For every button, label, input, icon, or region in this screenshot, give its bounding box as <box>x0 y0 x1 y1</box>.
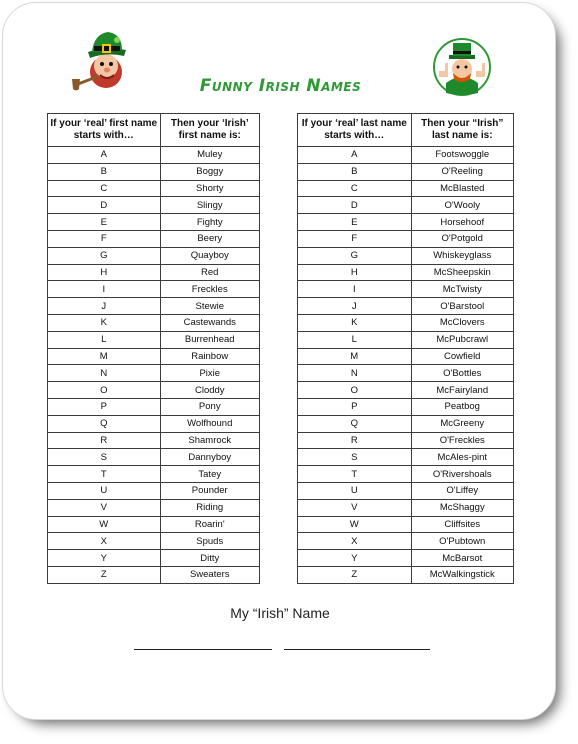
table-row <box>298 398 514 415</box>
letter-cell: I <box>298 281 412 298</box>
letter-cell: C <box>298 180 412 197</box>
letter-cell: K <box>48 314 161 331</box>
leprechaun-thumbs-up-icon <box>432 37 492 97</box>
letter-cell: S <box>48 449 161 466</box>
letter-cell: U <box>48 482 161 499</box>
irish-name-cell: Stewie <box>160 298 259 315</box>
irish-name-cell: Rainbow <box>160 348 259 365</box>
table-row <box>298 197 514 214</box>
letter-cell: Z <box>298 566 412 583</box>
table-row <box>48 281 260 298</box>
irish-name-cell: O'Rivershoals <box>411 466 513 483</box>
irish-name-cell: McBarsot <box>411 550 513 567</box>
first-name-blank-line[interactable] <box>134 649 272 650</box>
letter-cell: N <box>48 365 161 382</box>
table-row <box>298 466 514 483</box>
table-row <box>48 482 260 499</box>
irish-name-cell: Red <box>160 264 259 281</box>
table-row <box>298 331 514 348</box>
irish-name-cell: Slingy <box>160 197 259 214</box>
table-row <box>298 566 514 583</box>
irish-name-cell: McAles-pint <box>411 449 513 466</box>
irish-name-cell: Castewands <box>160 314 259 331</box>
table-row <box>298 432 514 449</box>
irish-name-cell: Cliffsites <box>411 516 513 533</box>
letter-cell: O <box>48 382 161 399</box>
letter-cell: Y <box>48 550 161 567</box>
table-row <box>48 449 260 466</box>
first-name-rows <box>48 147 260 584</box>
irish-name-cell: Pounder <box>160 482 259 499</box>
my-irish-name-label: My “Irish” Name <box>230 605 330 621</box>
table-row <box>48 550 260 567</box>
irish-name-cell: Freckles <box>160 281 259 298</box>
letter-cell: F <box>48 230 161 247</box>
letter-cell: N <box>298 365 412 382</box>
letter-cell: I <box>48 281 161 298</box>
column-header-irish-first: Then your ‘Irish’ first name is: <box>160 114 259 147</box>
table-row <box>298 247 514 264</box>
letter-cell: E <box>48 214 161 231</box>
table-row <box>48 214 260 231</box>
table-row <box>48 398 260 415</box>
table-row <box>48 365 260 382</box>
irish-name-cell: O'Reeling <box>411 163 513 180</box>
irish-name-cell: Ditty <box>160 550 259 567</box>
table-row <box>48 264 260 281</box>
table-row <box>298 382 514 399</box>
letter-cell: V <box>48 499 161 516</box>
table-header-row <box>48 114 260 147</box>
table-row <box>298 533 514 550</box>
table-row <box>48 180 260 197</box>
table-row <box>48 197 260 214</box>
irish-name-cell: O'Pubtown <box>411 533 513 550</box>
letter-cell: B <box>48 163 161 180</box>
letter-cell: Q <box>48 415 161 432</box>
irish-name-cell: O'Freckles <box>411 432 513 449</box>
letter-cell: E <box>298 214 412 231</box>
letter-cell: X <box>48 533 161 550</box>
table-row <box>48 247 260 264</box>
table-row <box>298 180 514 197</box>
table-row <box>298 264 514 281</box>
irish-name-cell: O'Wooly <box>411 197 513 214</box>
letter-cell: W <box>48 516 161 533</box>
table-row <box>298 298 514 315</box>
letter-cell: L <box>298 331 412 348</box>
letter-cell: H <box>298 264 412 281</box>
letter-cell: G <box>298 247 412 264</box>
letter-cell: T <box>298 466 412 483</box>
last-name-rows <box>298 147 514 584</box>
irish-name-cell: McClovers <box>411 314 513 331</box>
irish-name-cell: Spuds <box>160 533 259 550</box>
table-row <box>48 163 260 180</box>
table-row <box>48 331 260 348</box>
table-row <box>48 466 260 483</box>
letter-cell: J <box>298 298 412 315</box>
letter-cell: S <box>298 449 412 466</box>
letter-cell: G <box>48 247 161 264</box>
letter-cell: P <box>298 398 412 415</box>
column-header-irish-last: Then your “Irish” last name is: <box>411 114 513 147</box>
irish-name-cell: Shamrock <box>160 432 259 449</box>
last-name-blank-line[interactable] <box>284 649 430 650</box>
letter-cell: M <box>298 348 412 365</box>
letter-cell: B <box>298 163 412 180</box>
table-row <box>298 314 514 331</box>
irish-name-cell: Horsehoof <box>411 214 513 231</box>
irish-name-cell: Whiskeyglass <box>411 247 513 264</box>
letter-cell: C <box>48 180 161 197</box>
letter-cell: L <box>48 331 161 348</box>
letter-cell: Z <box>48 566 161 583</box>
irish-name-cell: Pixie <box>160 365 259 382</box>
table-row <box>298 415 514 432</box>
table-row <box>298 499 514 516</box>
table-row <box>48 533 260 550</box>
letter-cell: P <box>48 398 161 415</box>
letter-cell: R <box>48 432 161 449</box>
irish-name-cell: Burrenhead <box>160 331 259 348</box>
irish-name-cell: Shorty <box>160 180 259 197</box>
table-row <box>298 281 514 298</box>
irish-name-cell: McWalkingstick <box>411 566 513 583</box>
column-header-real-first: If your ‘real’ first name starts with… <box>48 114 161 147</box>
table-row <box>48 499 260 516</box>
irish-name-cell: Peatbog <box>411 398 513 415</box>
letter-cell: R <box>298 432 412 449</box>
irish-name-cell: McFairyland <box>411 382 513 399</box>
table-row <box>298 147 514 164</box>
table-row <box>48 348 260 365</box>
letter-cell: J <box>48 298 161 315</box>
letter-cell: H <box>48 264 161 281</box>
letter-cell: K <box>298 314 412 331</box>
irish-name-cell: O'Bottles <box>411 365 513 382</box>
irish-name-cell: McSheepskin <box>411 264 513 281</box>
table-row <box>48 382 260 399</box>
first-name-table <box>47 113 260 584</box>
letter-cell: U <box>298 482 412 499</box>
irish-name-cell: O'Liffey <box>411 482 513 499</box>
letter-cell: F <box>298 230 412 247</box>
irish-name-cell: McTwisty <box>411 281 513 298</box>
letter-cell: M <box>48 348 161 365</box>
irish-name-cell: Cloddy <box>160 382 259 399</box>
irish-name-cell: Muley <box>160 147 259 164</box>
letter-cell: Q <box>298 415 412 432</box>
table-row <box>48 516 260 533</box>
letter-cell: A <box>48 147 161 164</box>
table-row <box>48 314 260 331</box>
irish-name-cell: Tatey <box>160 466 259 483</box>
table-row <box>48 432 260 449</box>
table-row <box>298 348 514 365</box>
letter-cell: A <box>298 147 412 164</box>
irish-name-cell: McBlasted <box>411 180 513 197</box>
irish-name-cell: O'Barstool <box>411 298 513 315</box>
irish-name-cell: Cowfield <box>411 348 513 365</box>
table-row <box>298 550 514 567</box>
table-row <box>48 147 260 164</box>
leprechaun-pipe-icon <box>66 32 134 94</box>
table-row <box>298 449 514 466</box>
irish-name-cell: McGreeny <box>411 415 513 432</box>
irish-name-cell: Dannyboy <box>160 449 259 466</box>
irish-name-cell: Sweaters <box>160 566 259 583</box>
irish-name-cell: Wolfhound <box>160 415 259 432</box>
table-row <box>48 230 260 247</box>
irish-name-cell: McShaggy <box>411 499 513 516</box>
table-row <box>48 298 260 315</box>
table-row <box>298 163 514 180</box>
table-row <box>298 230 514 247</box>
table-row <box>48 566 260 583</box>
last-name-table <box>297 113 514 584</box>
table-header-row <box>298 114 514 147</box>
page-title: Funny Irish Names <box>199 76 362 96</box>
column-header-real-last: If your ‘real’ last name starts with… <box>298 114 412 147</box>
letter-cell: D <box>48 197 161 214</box>
table-row <box>298 214 514 231</box>
irish-name-cell: Riding <box>160 499 259 516</box>
table-row <box>298 365 514 382</box>
letter-cell: Y <box>298 550 412 567</box>
letter-cell: W <box>298 516 412 533</box>
table-row <box>298 516 514 533</box>
irish-name-cell: Quayboy <box>160 247 259 264</box>
irish-name-cell: O'Potgold <box>411 230 513 247</box>
table-row <box>298 482 514 499</box>
irish-name-cell: McPubcrawl <box>411 331 513 348</box>
letter-cell: X <box>298 533 412 550</box>
letter-cell: D <box>298 197 412 214</box>
letter-cell: T <box>48 466 161 483</box>
irish-name-cell: Roarin' <box>160 516 259 533</box>
irish-name-cell: Footswoggle <box>411 147 513 164</box>
irish-name-cell: Pony <box>160 398 259 415</box>
irish-name-cell: Beery <box>160 230 259 247</box>
irish-name-cell: Boggy <box>160 163 259 180</box>
letter-cell: V <box>298 499 412 516</box>
irish-name-cell: Fighty <box>160 214 259 231</box>
letter-cell: O <box>298 382 412 399</box>
table-row <box>48 415 260 432</box>
